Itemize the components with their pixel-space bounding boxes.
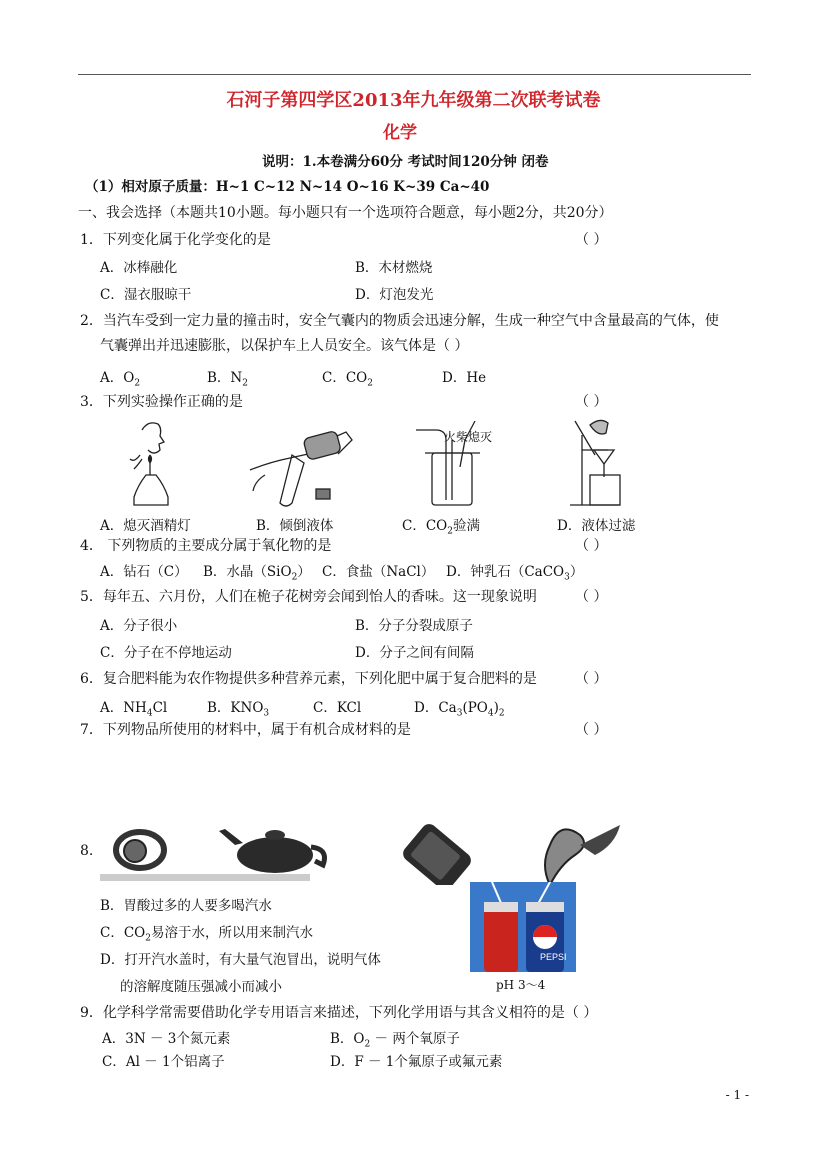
q1-stem: 1．下列变化属于化学变化的是 <box>80 232 271 248</box>
q4-option-d: D．钟乳石（CaCO$_3$） <box>446 564 584 583</box>
q4-option-b: B．水晶（SiO$_2$） <box>203 564 311 583</box>
exam-note: 说明：1.本卷满分60分 考试时间120分钟 闭卷 <box>262 154 549 170</box>
q2-option-a: A．$O_2$ <box>100 370 141 389</box>
q4-stem: 4． 下列物质的主要成分属于氧化物的是 <box>80 538 332 554</box>
q2-stem-cont: 气囊弹出并迅速膨胀，以保护车上人员安全。该气体是（ ） <box>100 338 469 354</box>
q9-stem: 9．化学科学常需要借助化学专用语言来描述，下列化学用语与其含义相符的是（ ） <box>80 1005 598 1021</box>
pouring-liquid-figure <box>250 430 352 506</box>
q3-option-b: B．倾倒液体 <box>256 518 334 534</box>
teapot-image <box>219 829 325 873</box>
q2-option-c: C．$CO_2$ <box>322 370 373 389</box>
q6-option-b: B．$KNO_3$ <box>207 700 270 719</box>
q5-option-d: D．分子之间有间隔 <box>355 645 474 661</box>
q9-option-d: D．F － 1个氟原子或氟元素 <box>330 1054 503 1070</box>
q1-option-b: B．木材燃烧 <box>355 260 433 276</box>
q5-option-c: C．分子在不停地运动 <box>100 645 232 661</box>
ph-label: pH 3～4 <box>496 978 546 992</box>
q5-option-b: B．分子分裂成原子 <box>355 618 473 634</box>
q6-answer-paren: （ ） <box>575 671 608 687</box>
q4-option-a: A．钻石（C） <box>100 564 188 580</box>
q4-option-c: C．食盐（NaCl） <box>322 564 435 580</box>
q8-option-d: D．打开汽水盖时，有大量气泡冒出，说明气体 <box>100 952 381 968</box>
page-number: - 1 - <box>725 1088 749 1102</box>
q1-option-c: C．湿衣服晾干 <box>100 287 192 303</box>
q7-stem: 7．下列物品所使用的材料中，属于有机合成材料的是 <box>80 722 411 738</box>
soda-cans-image <box>470 882 576 972</box>
cropped-text-strip <box>100 874 310 881</box>
q9-option-b: B．$O_2$ － 两个氧原子 <box>330 1031 460 1050</box>
q5-answer-paren: （ ） <box>575 589 608 605</box>
q1-option-a: A．冰棒融化 <box>100 260 178 276</box>
q2-option-b: B．$N_2$ <box>207 370 248 389</box>
exam-title: 石河子第四学区2013年九年级第二次联考试卷 <box>226 90 601 111</box>
q3-stem: 3．下列实验操作正确的是 <box>80 394 243 410</box>
subject-title: 化学 <box>383 123 417 143</box>
q9-option-c: C．Al － 1个铝离子 <box>102 1054 225 1070</box>
alcohol-lamp-figure <box>130 423 168 505</box>
q6-option-c: C．KCl <box>313 700 362 716</box>
q2-stem: 2．当汽车受到一定力量的撞击时，安全气囊内的物质会迅速分解，生成一种空气中含量最高的气体，使 <box>80 313 719 329</box>
can-logo-text: PEPSI <box>540 952 567 962</box>
q3-option-c: C．$CO_2$验满 <box>402 518 480 537</box>
q5-option-a: A．分子很小 <box>100 618 178 634</box>
q1-option-d: D．灯泡发光 <box>355 287 434 303</box>
section-heading: 一、我会选择（本题共10小题。每小题只有一个选项符合题意，每小题2分，共20分） <box>78 205 613 221</box>
q1-answer-paren: （ ） <box>575 232 608 248</box>
q9-option-a: A．3N － 3个氮元素 <box>102 1031 231 1047</box>
q8-option-d-cont: 的溶解度随压强减小而减小 <box>120 979 282 995</box>
q4-answer-paren: （ ） <box>575 538 608 554</box>
q2-option-d: D．He <box>442 370 487 386</box>
q6-option-a: A．$NH_4Cl$ <box>100 700 168 719</box>
q6-stem: 6．复合肥料能为农作物提供多种营养元素，下列化肥中属于复合肥料的是 <box>80 671 537 687</box>
q6-option-d: D．$Ca_3(PO_4)_2$ <box>414 700 505 719</box>
filtration-figure <box>570 420 620 505</box>
q7-answer-paren: （ ） <box>575 722 608 738</box>
atomic-masses: （1）相对原子质量：H~1 C~12 N~14 O~16 K~39 Ca~40 <box>85 179 490 195</box>
header-rule <box>78 74 751 75</box>
q3-figures <box>120 415 680 515</box>
q3-option-a: A．熄灭酒精灯 <box>100 518 191 534</box>
q5-stem: 5．每年五、六月份，人们在桅子花树旁会闻到怡人的香味。这一现象说明 <box>80 589 537 605</box>
phone-image <box>400 821 474 885</box>
q3-answer-paren: （ ） <box>575 394 608 410</box>
scarf-image <box>545 825 620 885</box>
q8-number: 8. <box>80 843 94 859</box>
q8-option-c: C．$CO_2$易溶于水，所以用来制汽水 <box>100 925 313 944</box>
watch-image <box>116 832 164 868</box>
q3-option-d: D．液体过滤 <box>557 518 636 534</box>
q8-option-b: B．胃酸过多的人要多喝汽水 <box>100 898 272 914</box>
q3-fig-label: 火柴熄灭 <box>444 430 493 444</box>
